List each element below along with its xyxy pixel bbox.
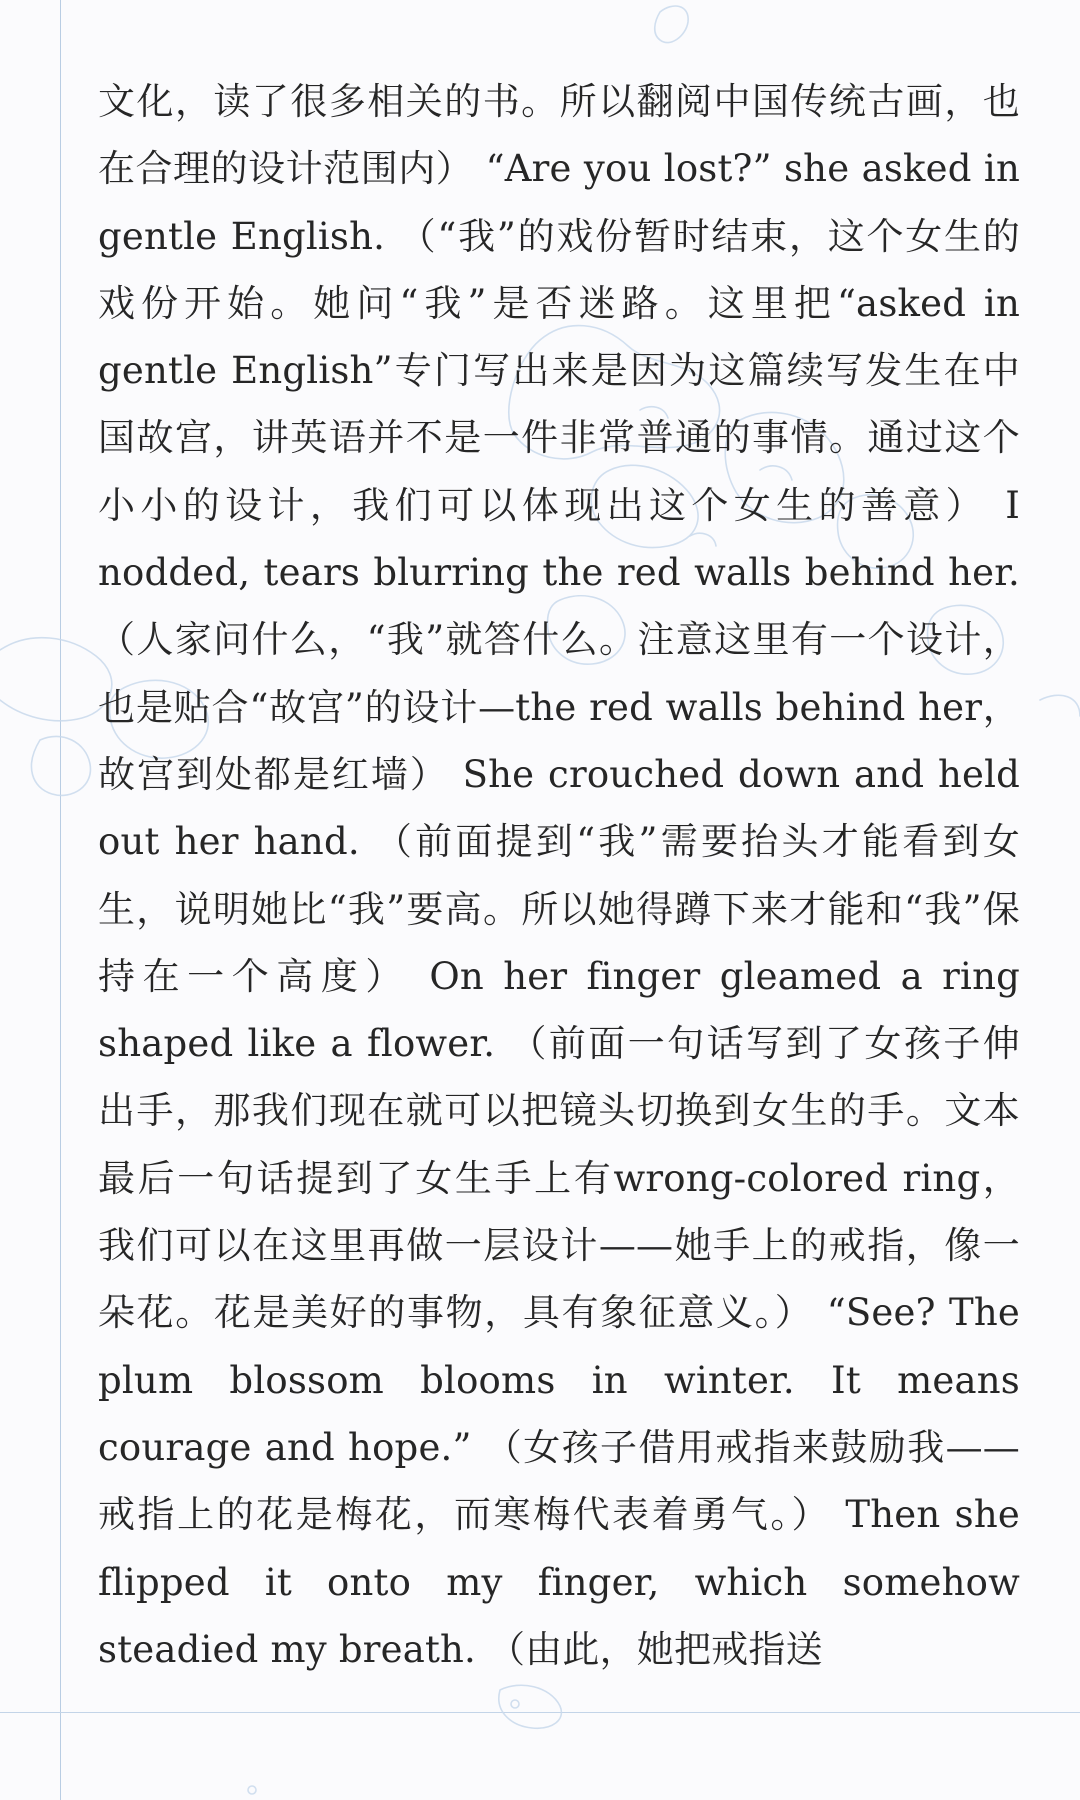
article-paragraph	[98, 68, 1020, 1683]
text-segment: “Are you lost?” she asked in gentle English.	[98, 147, 1020, 258]
text-segment: （前面提到“我”需要抬头才能看到女生，说明她比“我”要高。所以她得蹲下来才能和“我”保持在一个高度）	[98, 820, 1020, 998]
left-margin-line	[60, 0, 61, 1800]
text-segment: （人家问什么，“我”就答什么。注意这里有一个设计，也是贴合“故宫”的设计—the red walls behind her，故宫到处都是红墙）	[98, 618, 1020, 796]
text-segment: She crouched down and held out her hand.	[98, 752, 1020, 864]
text-segment: Then she flipped it onto my finger, which somehow steadied my breath.	[98, 1493, 1020, 1671]
text-segment: On her finger gleamed a ring shaped like a flower.	[98, 954, 1021, 1066]
text-segment: 文化，读了很多相关的书。所以翻阅中国传统古画，也在合理的设计范围内）	[98, 80, 1020, 191]
text-segment: （“我”的戏份暂时结束，这个女生的戏份开始。她问“我”是否迷路。这里把“asked in gentle English”专门写出来是因为这篇续写发生在中国故宫，讲英语并不是一件非常普通的事情。通过这个小小的设计，我们可以体现出这个女生的善意）	[98, 214, 1020, 527]
bottom-rule-line	[0, 1712, 1080, 1713]
text-segment: （前面一句话写到了女孩子伸出手，那我们现在就可以把镜头切换到女生的手。文本最后一句话提到了女生手上有wrong-colored ring，我们可以在这里再做一层设计——她手上的戒指，像一朵花。花是美好的事物，具有象征意义。）	[98, 1022, 1020, 1335]
text-segment: （由此，她把戒指送	[487, 1627, 823, 1671]
text-segment: “See? The plum blossom blooms in winter. It means courage and hope.”	[98, 1291, 1020, 1469]
text-segment: I nodded, tears blurring the red walls behind her.	[98, 483, 1021, 595]
text-segment: （女孩子借用戒指来鼓励我——戒指上的花是梅花，而寒梅代表着勇气。）	[98, 1425, 1020, 1537]
